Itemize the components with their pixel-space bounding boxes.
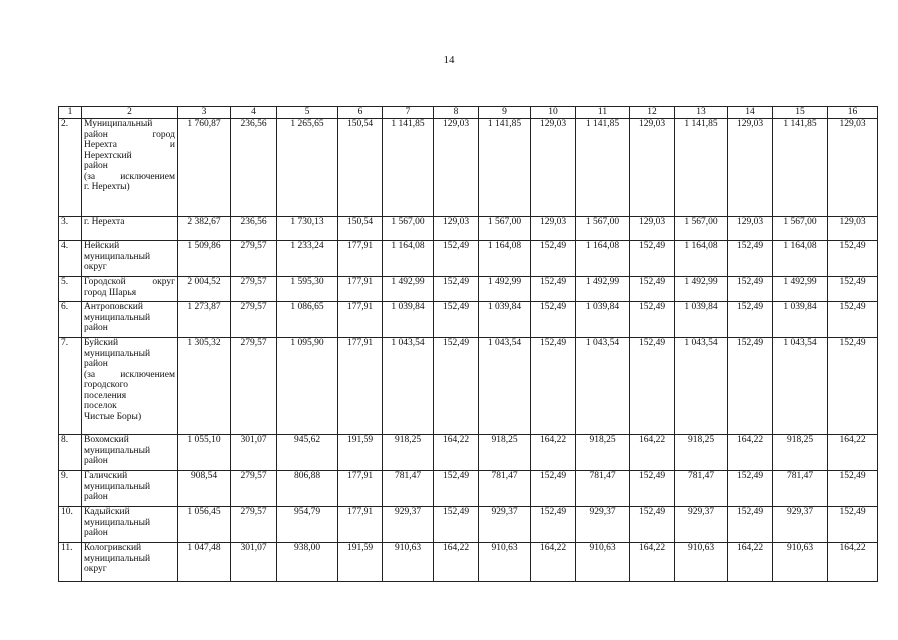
- name-line: муниципальный: [84, 312, 151, 323]
- value-cell: 1 043,54: [479, 338, 531, 435]
- value-cell: 177,91: [338, 277, 383, 302]
- municipality-name: [82, 241, 178, 277]
- name-line: Кадыйский: [84, 507, 130, 517]
- value-cell: 152,49: [828, 507, 878, 543]
- value-cell: 1 055,10: [178, 435, 231, 471]
- name-line: муниципальный: [84, 517, 151, 528]
- name-line: [84, 172, 175, 183]
- table-row: [59, 217, 878, 241]
- value-cell: 910,63: [479, 543, 531, 582]
- name-word: (за: [84, 369, 96, 380]
- value-cell: 152,49: [828, 338, 878, 435]
- name-word: (за: [84, 171, 96, 182]
- column-header: 12: [630, 107, 675, 119]
- value-cell: 152,49: [531, 277, 576, 302]
- column-header: 3: [178, 107, 231, 119]
- table-row: [59, 119, 878, 217]
- value-cell: 279,57: [231, 507, 277, 543]
- value-cell: 129,03: [630, 119, 675, 217]
- value-cell: 1 164,08: [675, 241, 728, 277]
- value-cell: 1 305,32: [178, 338, 231, 435]
- name-line: г. Нерехта: [84, 217, 125, 227]
- value-cell: 1 043,54: [383, 338, 434, 435]
- value-cell: 1 233,24: [277, 241, 338, 277]
- value-cell: 301,07: [231, 435, 277, 471]
- value-cell: 129,03: [630, 217, 675, 241]
- value-cell: 918,25: [576, 435, 630, 471]
- value-cell: 1 141,85: [479, 119, 531, 217]
- name-line: [84, 140, 175, 151]
- name-line: [84, 130, 175, 141]
- value-cell: 929,37: [383, 507, 434, 543]
- row-number: 3.: [59, 217, 82, 241]
- value-cell: 954,79: [277, 507, 338, 543]
- table-row: [59, 241, 878, 277]
- row-number: 10.: [59, 507, 82, 543]
- header-row: [59, 107, 878, 119]
- value-cell: 152,49: [630, 241, 675, 277]
- column-header: 14: [728, 107, 773, 119]
- name-line: муниципальный: [84, 481, 151, 492]
- value-cell: 191,59: [338, 435, 383, 471]
- value-cell: 1 567,00: [576, 217, 630, 241]
- value-cell: 152,49: [630, 338, 675, 435]
- value-cell: 1 492,99: [773, 277, 828, 302]
- page-number: 14: [443, 54, 455, 66]
- value-cell: 1 141,85: [383, 119, 434, 217]
- value-cell: 781,47: [675, 471, 728, 507]
- value-cell: 152,49: [531, 338, 576, 435]
- municipality-name: [82, 277, 178, 302]
- value-cell: 929,37: [675, 507, 728, 543]
- name-line: муниципальный: [84, 251, 151, 262]
- column-header: 11: [576, 107, 630, 119]
- value-cell: 191,59: [338, 543, 383, 582]
- value-cell: 938,00: [277, 543, 338, 582]
- value-cell: 2 004,52: [178, 277, 231, 302]
- value-cell: 929,37: [479, 507, 531, 543]
- column-header: 2: [82, 107, 178, 119]
- value-cell: 908,54: [178, 471, 231, 507]
- name-word: район: [84, 129, 108, 140]
- name-line: поселок: [84, 401, 117, 411]
- value-cell: 1 043,54: [773, 338, 828, 435]
- value-cell: 164,22: [434, 543, 479, 582]
- value-cell: 918,25: [773, 435, 828, 471]
- value-cell: 164,22: [828, 435, 878, 471]
- name-word: исключением: [120, 171, 175, 182]
- value-cell: 1 043,54: [675, 338, 728, 435]
- name-line: Чистые Боры): [84, 411, 142, 422]
- name-line: [84, 277, 175, 288]
- value-cell: 164,22: [630, 435, 675, 471]
- value-cell: 918,25: [479, 435, 531, 471]
- value-cell: 1 567,00: [479, 217, 531, 241]
- value-cell: 1 141,85: [773, 119, 828, 217]
- value-cell: 152,49: [531, 302, 576, 338]
- value-cell: 1 141,85: [576, 119, 630, 217]
- value-cell: 1 164,08: [576, 241, 630, 277]
- table-row: [59, 543, 878, 582]
- row-number: 5.: [59, 277, 82, 302]
- value-cell: 929,37: [576, 507, 630, 543]
- value-cell: 1 492,99: [576, 277, 630, 302]
- municipality-name: [82, 338, 178, 435]
- name-line: Муниципальный: [84, 119, 153, 129]
- value-cell: 152,49: [630, 302, 675, 338]
- value-cell: 1 509,86: [178, 241, 231, 277]
- name-line: округ: [84, 564, 107, 574]
- row-number: 7.: [59, 338, 82, 435]
- value-cell: 929,37: [773, 507, 828, 543]
- value-cell: 945,62: [277, 435, 338, 471]
- value-cell: 152,49: [434, 338, 479, 435]
- value-cell: 177,91: [338, 338, 383, 435]
- table-row: [59, 302, 878, 338]
- value-cell: 152,49: [434, 302, 479, 338]
- value-cell: 1 039,84: [576, 302, 630, 338]
- value-cell: 1 273,87: [178, 302, 231, 338]
- value-cell: 164,22: [531, 435, 576, 471]
- value-cell: 129,03: [531, 217, 576, 241]
- name-line: муниципальный: [84, 445, 151, 456]
- value-cell: 910,63: [576, 543, 630, 582]
- value-cell: 1 164,08: [479, 241, 531, 277]
- value-cell: 150,54: [338, 119, 383, 217]
- name-word: Нерехта: [84, 140, 117, 150]
- municipality-name: [82, 471, 178, 507]
- name-line: Нерехтский: [84, 150, 132, 161]
- value-cell: 781,47: [576, 471, 630, 507]
- value-cell: 129,03: [531, 119, 576, 217]
- row-number: 6.: [59, 302, 82, 338]
- value-cell: 1 492,99: [479, 277, 531, 302]
- value-cell: 152,49: [434, 241, 479, 277]
- name-line: район: [84, 161, 108, 171]
- value-cell: 1 039,84: [773, 302, 828, 338]
- value-cell: 781,47: [773, 471, 828, 507]
- value-cell: 279,57: [231, 471, 277, 507]
- value-cell: 129,03: [828, 119, 878, 217]
- name-line: район: [84, 456, 108, 466]
- value-cell: 177,91: [338, 241, 383, 277]
- table-row: [59, 338, 878, 435]
- value-cell: 129,03: [434, 217, 479, 241]
- value-cell: 236,56: [231, 119, 277, 217]
- tariff-table: [58, 106, 878, 582]
- value-cell: 910,63: [773, 543, 828, 582]
- name-line: город Шарья: [84, 287, 137, 298]
- value-cell: 1 095,90: [277, 338, 338, 435]
- value-cell: 152,49: [531, 471, 576, 507]
- value-cell: 164,22: [630, 543, 675, 582]
- value-cell: 152,49: [728, 302, 773, 338]
- value-cell: 236,56: [231, 217, 277, 241]
- value-cell: 1 056,45: [178, 507, 231, 543]
- value-cell: 152,49: [630, 507, 675, 543]
- value-cell: 177,91: [338, 302, 383, 338]
- name-line: Антроповский: [84, 302, 143, 312]
- value-cell: 152,49: [434, 277, 479, 302]
- value-cell: 152,49: [434, 471, 479, 507]
- value-cell: 152,49: [531, 507, 576, 543]
- value-cell: 1 265,65: [277, 119, 338, 217]
- value-cell: 129,03: [828, 217, 878, 241]
- value-cell: 152,49: [630, 277, 675, 302]
- value-cell: 279,57: [231, 338, 277, 435]
- value-cell: 1 492,99: [675, 277, 728, 302]
- municipality-name: [82, 119, 178, 217]
- table-row: [59, 435, 878, 471]
- value-cell: 152,49: [828, 277, 878, 302]
- name-line: Галичский: [84, 471, 128, 481]
- name-line: Нейский: [84, 241, 120, 251]
- value-cell: 164,22: [434, 435, 479, 471]
- name-line: Кологривский: [84, 543, 142, 553]
- column-header: 16: [828, 107, 878, 119]
- value-cell: 177,91: [338, 471, 383, 507]
- row-number: 11.: [59, 543, 82, 582]
- value-cell: 1 039,84: [479, 302, 531, 338]
- name-line: район: [84, 528, 108, 538]
- value-cell: 806,88: [277, 471, 338, 507]
- municipality-name: [82, 543, 178, 582]
- name-word: город: [152, 129, 175, 140]
- value-cell: 918,25: [383, 435, 434, 471]
- value-cell: 279,57: [231, 277, 277, 302]
- name-line: поселения: [84, 390, 127, 401]
- municipality-name: [82, 302, 178, 338]
- row-number: 2.: [59, 119, 82, 217]
- value-cell: 152,49: [531, 241, 576, 277]
- value-cell: 152,49: [828, 241, 878, 277]
- value-cell: 152,49: [630, 471, 675, 507]
- value-cell: 152,49: [728, 507, 773, 543]
- name-line: район: [84, 359, 108, 369]
- name-word: Городской: [84, 277, 126, 287]
- value-cell: 129,03: [434, 119, 479, 217]
- column-header: 8: [434, 107, 479, 119]
- row-number: 4.: [59, 241, 82, 277]
- table-row: [59, 471, 878, 507]
- row-number: 9.: [59, 471, 82, 507]
- value-cell: 1 730,13: [277, 217, 338, 241]
- name-line: район: [84, 323, 108, 333]
- value-cell: 129,03: [728, 119, 773, 217]
- value-cell: 152,49: [434, 507, 479, 543]
- value-cell: 1 039,84: [675, 302, 728, 338]
- value-cell: 150,54: [338, 217, 383, 241]
- value-cell: 152,49: [728, 241, 773, 277]
- value-cell: 1 043,54: [576, 338, 630, 435]
- value-cell: 177,91: [338, 507, 383, 543]
- column-header: 4: [231, 107, 277, 119]
- table-row: [59, 507, 878, 543]
- column-header: 5: [277, 107, 338, 119]
- name-line: муниципальный: [84, 348, 151, 359]
- column-header: 13: [675, 107, 728, 119]
- value-cell: 918,25: [675, 435, 728, 471]
- name-line: район: [84, 492, 108, 502]
- value-cell: 152,49: [728, 277, 773, 302]
- value-cell: 781,47: [479, 471, 531, 507]
- value-cell: 781,47: [383, 471, 434, 507]
- value-cell: 1 164,08: [383, 241, 434, 277]
- value-cell: 1 567,00: [383, 217, 434, 241]
- column-header: 10: [531, 107, 576, 119]
- name-word: округ: [152, 277, 175, 287]
- name-line: городского: [84, 380, 128, 390]
- municipality-name: [82, 435, 178, 471]
- value-cell: 910,63: [383, 543, 434, 582]
- name-line: Вохомский: [84, 435, 129, 445]
- value-cell: 279,57: [231, 302, 277, 338]
- column-header: 1: [59, 107, 82, 119]
- value-cell: 1 164,08: [773, 241, 828, 277]
- row-number: 8.: [59, 435, 82, 471]
- value-cell: 129,03: [728, 217, 773, 241]
- value-cell: 279,57: [231, 241, 277, 277]
- value-cell: 164,22: [728, 435, 773, 471]
- name-line: г. Нерехты): [84, 182, 130, 192]
- municipality-name: [82, 217, 178, 241]
- value-cell: 1 567,00: [773, 217, 828, 241]
- value-cell: 910,63: [675, 543, 728, 582]
- municipality-name: [82, 507, 178, 543]
- value-cell: 301,07: [231, 543, 277, 582]
- value-cell: 152,49: [828, 302, 878, 338]
- value-cell: 164,22: [728, 543, 773, 582]
- table-row: [59, 277, 878, 302]
- value-cell: 152,49: [728, 471, 773, 507]
- value-cell: 2 382,67: [178, 217, 231, 241]
- value-cell: 1 039,84: [383, 302, 434, 338]
- value-cell: 1 492,99: [383, 277, 434, 302]
- name-line: Буйский: [84, 338, 119, 348]
- value-cell: 1 760,87: [178, 119, 231, 217]
- name-word: исключением: [120, 369, 175, 380]
- value-cell: 1 141,85: [675, 119, 728, 217]
- value-cell: 164,22: [828, 543, 878, 582]
- value-cell: 164,22: [531, 543, 576, 582]
- value-cell: 1 047,48: [178, 543, 231, 582]
- name-line: округ: [84, 262, 107, 272]
- column-header: 6: [338, 107, 383, 119]
- name-line: муниципальный: [84, 553, 151, 564]
- column-header: 7: [383, 107, 434, 119]
- value-cell: 1 086,65: [277, 302, 338, 338]
- value-cell: 1 567,00: [675, 217, 728, 241]
- value-cell: 152,49: [728, 338, 773, 435]
- name-word: и: [169, 140, 175, 150]
- table-body: [59, 119, 878, 582]
- column-header: 15: [773, 107, 828, 119]
- value-cell: 1 595,30: [277, 277, 338, 302]
- value-cell: 152,49: [828, 471, 878, 507]
- name-line: [84, 370, 175, 381]
- column-header: 9: [479, 107, 531, 119]
